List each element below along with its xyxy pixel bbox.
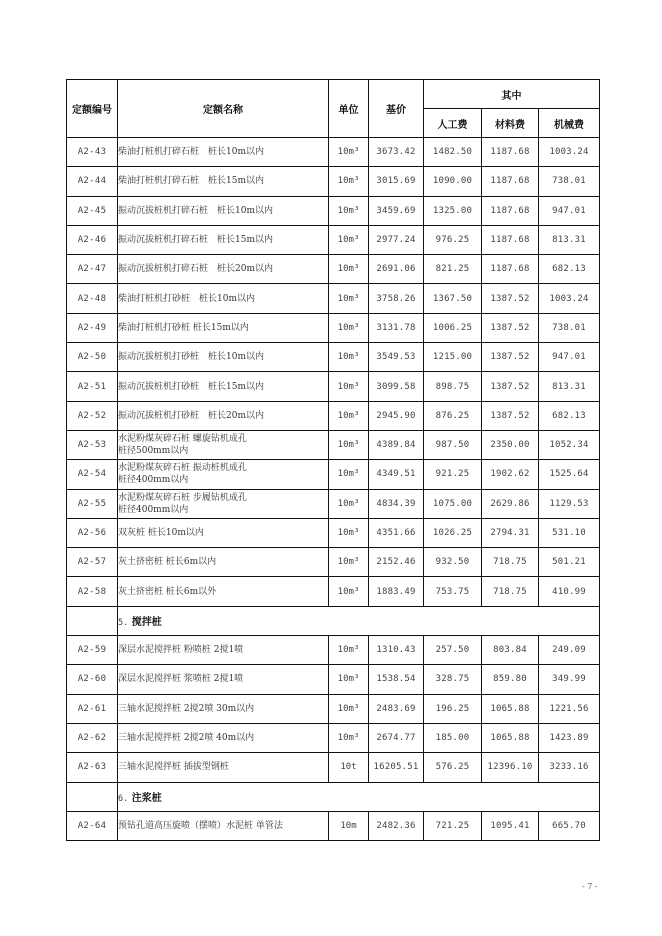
labor-cost: 1090.00 bbox=[424, 167, 482, 196]
labor-cost: 328.75 bbox=[424, 665, 482, 694]
labor-cost: 257.50 bbox=[424, 636, 482, 665]
table-row bbox=[67, 401, 600, 430]
labor-cost: 753.75 bbox=[424, 577, 482, 606]
machine-cost: 1003.24 bbox=[539, 284, 600, 313]
material-cost: 1902.62 bbox=[482, 460, 539, 489]
quota-name: 柴油打桩机打砂桩 桩长10m以内 bbox=[118, 284, 329, 313]
material-cost: 1187.68 bbox=[482, 196, 539, 225]
quota-code: A2-53 bbox=[67, 430, 118, 459]
unit: 10m³ bbox=[329, 255, 369, 284]
base-price: 4351.66 bbox=[369, 518, 424, 547]
quota-code: A2-48 bbox=[67, 284, 118, 313]
section-row-grout-pile bbox=[67, 782, 600, 811]
table-row bbox=[67, 723, 600, 752]
labor-cost: 185.00 bbox=[424, 723, 482, 752]
machine-cost: 947.01 bbox=[539, 196, 600, 225]
table-row bbox=[67, 343, 600, 372]
machine-cost: 682.13 bbox=[539, 401, 600, 430]
quota-name: 三轴水泥搅拌桩 2搅2喷 40m以内 bbox=[118, 723, 329, 752]
base-price: 4389.84 bbox=[369, 430, 424, 459]
quota-name-line1: 水泥粉煤灰碎石桩 步履钻机成孔 bbox=[118, 492, 247, 503]
quota-code: A2-57 bbox=[67, 548, 118, 577]
unit: 10m³ bbox=[329, 401, 369, 430]
labor-cost: 576.25 bbox=[424, 753, 482, 782]
quota-name: 振动沉拔桩机打碎石桩 桩长15m以内 bbox=[118, 225, 329, 254]
quota-name: 振动沉拔桩机打砂桩 桩长10m以内 bbox=[118, 343, 329, 372]
base-price: 3099.58 bbox=[369, 372, 424, 401]
quota-code: A2-55 bbox=[67, 489, 118, 518]
machine-cost: 410.99 bbox=[539, 577, 600, 606]
section-code-empty bbox=[67, 782, 118, 811]
machine-cost: 1052.34 bbox=[539, 430, 600, 459]
unit: 10m³ bbox=[329, 313, 369, 342]
base-price: 2483.69 bbox=[369, 694, 424, 723]
quota-table bbox=[66, 79, 600, 841]
base-price: 2977.24 bbox=[369, 225, 424, 254]
quota-name: 振动沉拔桩机打砂桩 桩长15m以内 bbox=[118, 372, 329, 401]
labor-cost: 1367.50 bbox=[424, 284, 482, 313]
unit: 10m³ bbox=[329, 548, 369, 577]
quota-name-line1: 水泥粉煤灰碎石桩 振动桩机成孔 bbox=[118, 463, 247, 474]
unit: 10m³ bbox=[329, 723, 369, 752]
table-row bbox=[67, 665, 600, 694]
unit: 10m³ bbox=[329, 665, 369, 694]
machine-cost: 813.31 bbox=[539, 372, 600, 401]
table-row bbox=[67, 548, 600, 577]
unit: 10m³ bbox=[329, 694, 369, 723]
quota-name: 振动沉拔桩机打碎石桩 桩长10m以内 bbox=[118, 196, 329, 225]
material-cost: 859.80 bbox=[482, 665, 539, 694]
machine-cost: 947.01 bbox=[539, 343, 600, 372]
unit: 10m³ bbox=[329, 138, 369, 167]
section-row-mixing-pile bbox=[67, 606, 600, 635]
quota-name bbox=[118, 489, 329, 518]
base-price: 4834.39 bbox=[369, 489, 424, 518]
labor-cost: 821.25 bbox=[424, 255, 482, 284]
material-cost: 2629.86 bbox=[482, 489, 539, 518]
base-price: 2674.77 bbox=[369, 723, 424, 752]
table-row bbox=[67, 372, 600, 401]
material-cost: 1187.68 bbox=[482, 167, 539, 196]
labor-cost: 932.50 bbox=[424, 548, 482, 577]
material-cost: 1187.68 bbox=[482, 225, 539, 254]
table-row bbox=[67, 225, 600, 254]
quota-name: 振动沉拔桩机打砂桩 桩长20m以内 bbox=[118, 401, 329, 430]
base-price: 2691.06 bbox=[369, 255, 424, 284]
section-title bbox=[118, 782, 600, 811]
section-number: 5. bbox=[118, 618, 129, 629]
header-code: 定额编号 bbox=[67, 80, 118, 138]
material-cost: 1387.52 bbox=[482, 372, 539, 401]
labor-cost: 876.25 bbox=[424, 401, 482, 430]
quota-code: A2-44 bbox=[67, 167, 118, 196]
base-price: 4349.51 bbox=[369, 460, 424, 489]
quota-name: 深层水泥搅拌桩 粉喷桩 2搅1喷 bbox=[118, 636, 329, 665]
material-cost: 718.75 bbox=[482, 577, 539, 606]
table-row bbox=[67, 636, 600, 665]
machine-cost: 738.01 bbox=[539, 167, 600, 196]
quota-name: 双灰桩 桩长10m以内 bbox=[118, 518, 329, 547]
base-price: 3549.53 bbox=[369, 343, 424, 372]
quota-code: A2-54 bbox=[67, 460, 118, 489]
base-price: 3131.78 bbox=[369, 313, 424, 342]
quota-code: A2-61 bbox=[67, 694, 118, 723]
quota-name bbox=[118, 430, 329, 459]
machine-cost: 1423.89 bbox=[539, 723, 600, 752]
quota-code: A2-50 bbox=[67, 343, 118, 372]
table-row bbox=[67, 313, 600, 342]
table-row bbox=[67, 460, 600, 489]
machine-cost: 682.13 bbox=[539, 255, 600, 284]
table-row bbox=[67, 753, 600, 782]
unit: 10m³ bbox=[329, 225, 369, 254]
quota-code: A2-62 bbox=[67, 723, 118, 752]
section-title bbox=[118, 606, 600, 635]
labor-cost: 1215.00 bbox=[424, 343, 482, 372]
table-row bbox=[67, 430, 600, 459]
quota-name-line2: 桩径400mm以内 bbox=[118, 475, 189, 486]
labor-cost: 1482.50 bbox=[424, 138, 482, 167]
machine-cost: 349.99 bbox=[539, 665, 600, 694]
quota-code: A2-60 bbox=[67, 665, 118, 694]
machine-cost: 1221.56 bbox=[539, 694, 600, 723]
quota-code: A2-45 bbox=[67, 196, 118, 225]
unit: 10m³ bbox=[329, 430, 369, 459]
quota-code: A2-58 bbox=[67, 577, 118, 606]
material-cost: 1065.88 bbox=[482, 694, 539, 723]
quota-name: 振动沉拔桩机打碎石桩 桩长20m以内 bbox=[118, 255, 329, 284]
table-row bbox=[67, 694, 600, 723]
base-price: 2152.46 bbox=[369, 548, 424, 577]
unit: 10m³ bbox=[329, 343, 369, 372]
labor-cost: 196.25 bbox=[424, 694, 482, 723]
machine-cost: 3233.16 bbox=[539, 753, 600, 782]
unit: 10m³ bbox=[329, 636, 369, 665]
page-number: - 7 - bbox=[582, 882, 598, 891]
material-cost: 1187.68 bbox=[482, 255, 539, 284]
machine-cost: 1525.64 bbox=[539, 460, 600, 489]
table-row bbox=[67, 138, 600, 167]
header-machine: 机械费 bbox=[539, 109, 600, 138]
table-row bbox=[67, 255, 600, 284]
quota-code: A2-46 bbox=[67, 225, 118, 254]
quota-name-line2: 桩径500mm以内 bbox=[118, 446, 189, 457]
labor-cost: 1026.25 bbox=[424, 518, 482, 547]
quota-name: 柴油打桩机打碎石桩 桩长15m以内 bbox=[118, 167, 329, 196]
quota-name: 三轴水泥搅拌桩 2搅2喷 30m以内 bbox=[118, 694, 329, 723]
labor-cost: 921.25 bbox=[424, 460, 482, 489]
material-cost: 12396.10 bbox=[482, 753, 539, 782]
machine-cost: 1129.53 bbox=[539, 489, 600, 518]
labor-cost: 721.25 bbox=[424, 811, 482, 840]
unit: 10m³ bbox=[329, 372, 369, 401]
quota-name-line2: 桩径400mm以内 bbox=[118, 504, 189, 515]
unit: 10t bbox=[329, 753, 369, 782]
material-cost: 1387.52 bbox=[482, 401, 539, 430]
quota-name: 柴油打桩机打碎石桩 桩长10m以内 bbox=[118, 138, 329, 167]
quota-code: A2-43 bbox=[67, 138, 118, 167]
table-row bbox=[67, 577, 600, 606]
section-label: 注浆桩 bbox=[131, 793, 162, 805]
material-cost: 2794.31 bbox=[482, 518, 539, 547]
machine-cost: 813.31 bbox=[539, 225, 600, 254]
header-unit: 单位 bbox=[329, 80, 369, 138]
table-row bbox=[67, 518, 600, 547]
section-label: 搅拌桩 bbox=[131, 617, 162, 629]
machine-cost: 1003.24 bbox=[539, 138, 600, 167]
base-price: 1883.49 bbox=[369, 577, 424, 606]
header-name: 定额名称 bbox=[118, 80, 329, 138]
unit: 10m³ bbox=[329, 167, 369, 196]
quota-code: A2-64 bbox=[67, 811, 118, 840]
labor-cost: 1075.00 bbox=[424, 489, 482, 518]
material-cost: 2350.00 bbox=[482, 430, 539, 459]
base-price: 3015.69 bbox=[369, 167, 424, 196]
quota-name: 灰土挤密桩 桩长6m以外 bbox=[118, 577, 329, 606]
table-row bbox=[67, 196, 600, 225]
unit: 10m³ bbox=[329, 460, 369, 489]
section-number: 6. bbox=[118, 794, 129, 805]
material-cost: 718.75 bbox=[482, 548, 539, 577]
material-cost: 1387.52 bbox=[482, 313, 539, 342]
header-of-which: 其中 bbox=[424, 80, 600, 109]
base-price: 1538.54 bbox=[369, 665, 424, 694]
quota-code: A2-52 bbox=[67, 401, 118, 430]
material-cost: 1187.68 bbox=[482, 138, 539, 167]
machine-cost: 531.10 bbox=[539, 518, 600, 547]
quota-name: 灰土挤密桩 桩长6m以内 bbox=[118, 548, 329, 577]
base-price: 3459.69 bbox=[369, 196, 424, 225]
base-price: 1310.43 bbox=[369, 636, 424, 665]
table-row bbox=[67, 811, 600, 840]
material-cost: 1387.52 bbox=[482, 284, 539, 313]
table-row bbox=[67, 167, 600, 196]
machine-cost: 249.09 bbox=[539, 636, 600, 665]
labor-cost: 976.25 bbox=[424, 225, 482, 254]
machine-cost: 665.70 bbox=[539, 811, 600, 840]
quota-name: 三轴水泥搅拌桩 插拔型钢桩 bbox=[118, 753, 329, 782]
quota-code: A2-47 bbox=[67, 255, 118, 284]
table-row bbox=[67, 284, 600, 313]
quota-name: 预钻孔道高压旋喷（摆喷）水泥桩 单管法 bbox=[118, 811, 329, 840]
header-labor: 人工费 bbox=[424, 109, 482, 138]
quota-name-line1: 水泥粉煤灰碎石桩 螺旋钻机成孔 bbox=[118, 434, 247, 445]
base-price: 2482.36 bbox=[369, 811, 424, 840]
section-code-empty bbox=[67, 606, 118, 635]
quota-name bbox=[118, 460, 329, 489]
header-base-price: 基价 bbox=[369, 80, 424, 138]
unit: 10m³ bbox=[329, 196, 369, 225]
machine-cost: 738.01 bbox=[539, 313, 600, 342]
labor-cost: 898.75 bbox=[424, 372, 482, 401]
material-cost: 1095.41 bbox=[482, 811, 539, 840]
quota-code: A2-49 bbox=[67, 313, 118, 342]
machine-cost: 501.21 bbox=[539, 548, 600, 577]
unit: 10m³ bbox=[329, 518, 369, 547]
quota-name: 柴油打桩机打砂桩 桩长15m以内 bbox=[118, 313, 329, 342]
quota-code: A2-63 bbox=[67, 753, 118, 782]
material-cost: 1065.88 bbox=[482, 723, 539, 752]
material-cost: 803.84 bbox=[482, 636, 539, 665]
quota-code: A2-56 bbox=[67, 518, 118, 547]
quota-name: 深层水泥搅拌桩 浆喷桩 2搅1喷 bbox=[118, 665, 329, 694]
base-price: 3758.26 bbox=[369, 284, 424, 313]
quota-code: A2-59 bbox=[67, 636, 118, 665]
base-price: 16205.51 bbox=[369, 753, 424, 782]
table-row bbox=[67, 489, 600, 518]
quota-code: A2-51 bbox=[67, 372, 118, 401]
labor-cost: 1006.25 bbox=[424, 313, 482, 342]
base-price: 2945.90 bbox=[369, 401, 424, 430]
base-price: 3673.42 bbox=[369, 138, 424, 167]
labor-cost: 1325.00 bbox=[424, 196, 482, 225]
unit: 10m³ bbox=[329, 489, 369, 518]
material-cost: 1387.52 bbox=[482, 343, 539, 372]
unit: 10m³ bbox=[329, 577, 369, 606]
header-material: 材料费 bbox=[482, 109, 539, 138]
unit: 10m bbox=[329, 811, 369, 840]
labor-cost: 987.50 bbox=[424, 430, 482, 459]
unit: 10m³ bbox=[329, 284, 369, 313]
